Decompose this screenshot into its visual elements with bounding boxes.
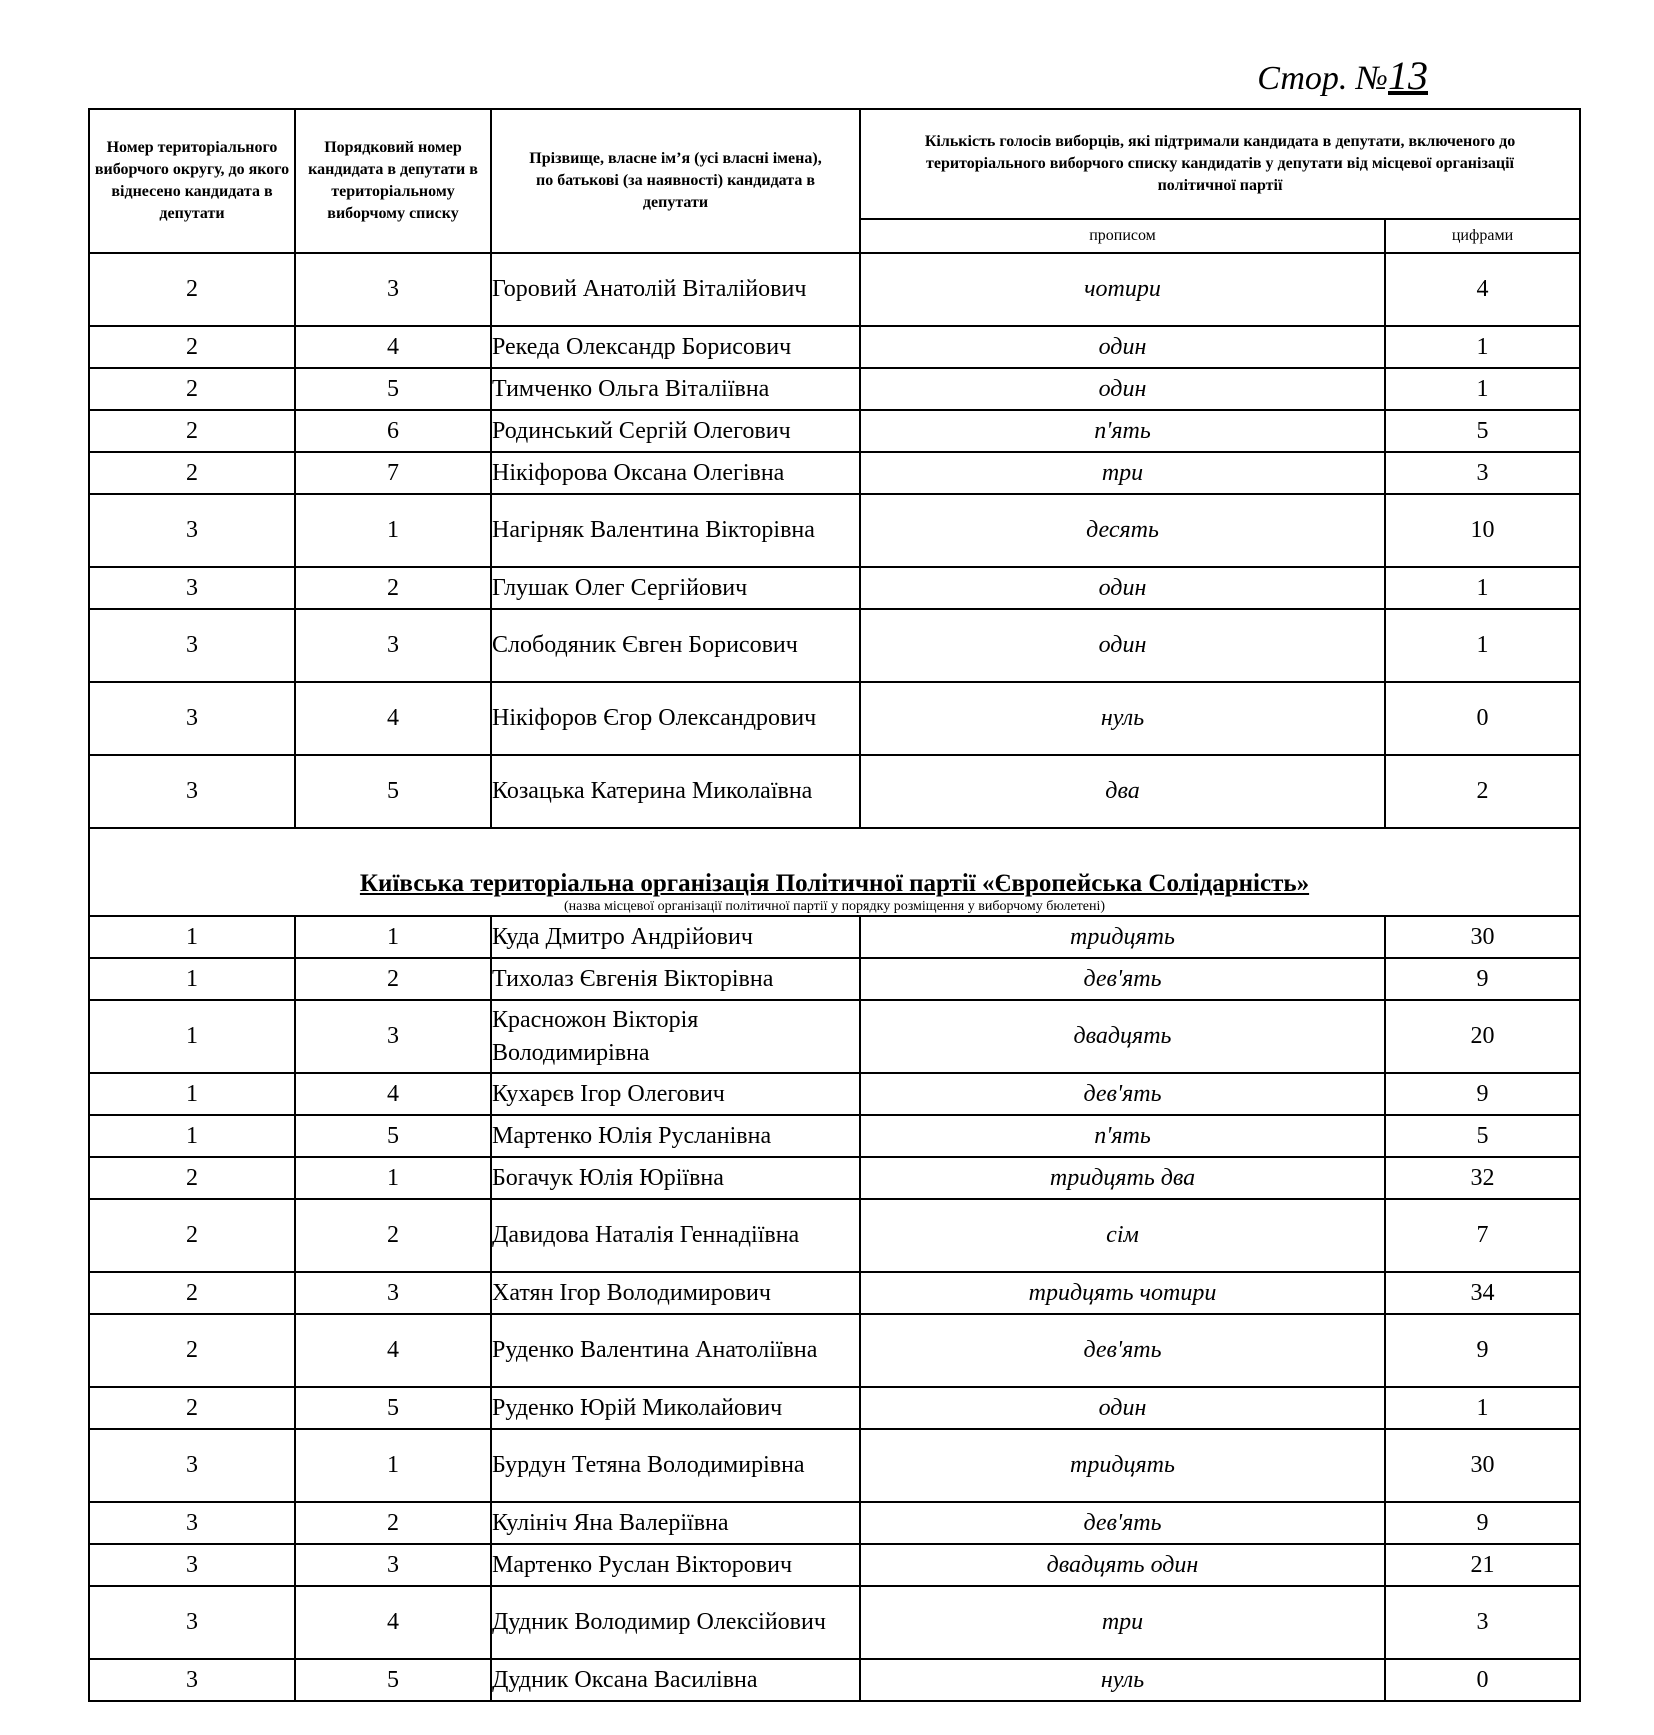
candidate-name-cell: Дудник Володимир Олексійович bbox=[491, 1586, 860, 1659]
district-cell: 2 bbox=[89, 410, 295, 452]
table-row bbox=[89, 1314, 1580, 1387]
district-cell: 3 bbox=[89, 1502, 295, 1544]
votes-digits-cell: 30 bbox=[1385, 916, 1580, 958]
votes-digits-cell: 32 bbox=[1385, 1157, 1580, 1199]
section-header bbox=[89, 828, 1580, 916]
candidate-number-cell: 2 bbox=[295, 1199, 491, 1272]
votes-words-cell: чотири bbox=[860, 253, 1385, 326]
header-votes: Кількість голосів виборців, які підтримали кандидата в депутати, включеного до територіального виборчого списку кандидатів у депутати від місцевої організації політичної партії bbox=[860, 109, 1580, 219]
candidate-number-cell: 3 bbox=[295, 1000, 491, 1073]
votes-words-cell: тридцять bbox=[860, 1429, 1385, 1502]
table-row bbox=[89, 452, 1580, 494]
votes-digits-cell: 3 bbox=[1385, 452, 1580, 494]
candidate-name-cell: Бурдун Тетяна Володимирівна bbox=[491, 1429, 860, 1502]
votes-digits-cell: 34 bbox=[1385, 1272, 1580, 1314]
table-row bbox=[89, 916, 1580, 958]
table-row bbox=[89, 253, 1580, 326]
votes-words-cell: нуль bbox=[860, 682, 1385, 755]
votes-words-cell: три bbox=[860, 1586, 1385, 1659]
table-row bbox=[89, 958, 1580, 1000]
table-row bbox=[89, 1073, 1580, 1115]
candidate-name-cell: Руденко Валентина Анатоліївна bbox=[491, 1314, 860, 1387]
district-cell: 3 bbox=[89, 494, 295, 567]
table-row bbox=[89, 326, 1580, 368]
votes-words-cell: три bbox=[860, 452, 1385, 494]
table-row bbox=[89, 1387, 1580, 1429]
district-cell: 3 bbox=[89, 567, 295, 609]
candidate-number-cell: 5 bbox=[295, 755, 491, 828]
candidate-number-cell: 3 bbox=[295, 609, 491, 682]
candidate-number-cell: 6 bbox=[295, 410, 491, 452]
candidate-name-cell: Кулініч Яна Валеріївна bbox=[491, 1502, 860, 1544]
district-cell: 2 bbox=[89, 368, 295, 410]
candidate-name-cell: Руденко Юрій Миколайович bbox=[491, 1387, 860, 1429]
candidate-number-cell: 3 bbox=[295, 1544, 491, 1586]
candidate-number-cell: 2 bbox=[295, 1502, 491, 1544]
votes-words-cell: п'ять bbox=[860, 410, 1385, 452]
candidate-number-cell: 4 bbox=[295, 682, 491, 755]
district-cell: 2 bbox=[89, 326, 295, 368]
votes-words-cell: десять bbox=[860, 494, 1385, 567]
votes-digits-cell: 3 bbox=[1385, 1586, 1580, 1659]
votes-words-cell: тридцять bbox=[860, 916, 1385, 958]
votes-digits-cell: 9 bbox=[1385, 958, 1580, 1000]
header-votes-digits: цифрами bbox=[1385, 219, 1580, 253]
section-title: Київська територіальна організація Політичної партії «Європейська Солідарність» bbox=[359, 870, 1310, 897]
candidate-number-cell: 3 bbox=[295, 1272, 491, 1314]
rows-after-section bbox=[89, 916, 1580, 1701]
votes-digits-cell: 1 bbox=[1385, 567, 1580, 609]
candidate-number-cell: 2 bbox=[295, 567, 491, 609]
votes-digits-cell: 9 bbox=[1385, 1073, 1580, 1115]
candidate-name-cell: Тихолаз Євгенія Вікторівна bbox=[491, 958, 860, 1000]
votes-digits-cell: 21 bbox=[1385, 1544, 1580, 1586]
district-cell: 3 bbox=[89, 682, 295, 755]
votes-digits-cell: 1 bbox=[1385, 1387, 1580, 1429]
votes-digits-cell: 30 bbox=[1385, 1429, 1580, 1502]
candidate-name-cell: Нікіфоров Єгор Олександрович bbox=[491, 682, 860, 755]
candidate-number-cell: 1 bbox=[295, 494, 491, 567]
votes-words-cell: тридцять чотири bbox=[860, 1272, 1385, 1314]
votes-words-cell: один bbox=[860, 609, 1385, 682]
votes-words-cell: дев'ять bbox=[860, 1314, 1385, 1387]
candidate-number-cell: 5 bbox=[295, 1115, 491, 1157]
candidate-name-cell: Нагірняк Валентина Вікторівна bbox=[491, 494, 860, 567]
votes-words-cell: тридцять два bbox=[860, 1157, 1385, 1199]
header-votes-words: прописом bbox=[860, 219, 1385, 253]
district-cell: 1 bbox=[89, 958, 295, 1000]
votes-words-cell: один bbox=[860, 368, 1385, 410]
candidate-number-cell: 5 bbox=[295, 368, 491, 410]
votes-digits-cell: 1 bbox=[1385, 368, 1580, 410]
votes-digits-cell: 5 bbox=[1385, 1115, 1580, 1157]
table-row bbox=[89, 1272, 1580, 1314]
candidate-name-cell: Дудник Оксана Василівна bbox=[491, 1659, 860, 1701]
results-table bbox=[88, 108, 1581, 1702]
votes-digits-cell: 9 bbox=[1385, 1314, 1580, 1387]
votes-words-cell: п'ять bbox=[860, 1115, 1385, 1157]
votes-words-cell: один bbox=[860, 326, 1385, 368]
page-number-value: 13 bbox=[1388, 53, 1428, 98]
table-row bbox=[89, 1586, 1580, 1659]
candidate-name-cell: Кухарєв Ігор Олегович bbox=[491, 1073, 860, 1115]
rows-before-section bbox=[89, 253, 1580, 828]
votes-words-cell: один bbox=[860, 567, 1385, 609]
candidate-number-cell: 1 bbox=[295, 1157, 491, 1199]
votes-digits-cell: 9 bbox=[1385, 1502, 1580, 1544]
district-cell: 2 bbox=[89, 1314, 295, 1387]
district-cell: 3 bbox=[89, 1659, 295, 1701]
votes-words-cell: дев'ять bbox=[860, 1073, 1385, 1115]
candidate-name-cell: Слободяник Євген Борисович bbox=[491, 609, 860, 682]
candidate-number-cell: 4 bbox=[295, 1314, 491, 1387]
table-row bbox=[89, 1502, 1580, 1544]
district-cell: 3 bbox=[89, 755, 295, 828]
district-cell: 3 bbox=[89, 609, 295, 682]
candidate-number-cell: 3 bbox=[295, 253, 491, 326]
votes-digits-cell: 0 bbox=[1385, 682, 1580, 755]
candidate-name-cell: Горовий Анатолій Віталійович bbox=[491, 253, 860, 326]
votes-words-cell: один bbox=[860, 1387, 1385, 1429]
candidate-number-cell: 1 bbox=[295, 1429, 491, 1502]
votes-words-cell: двадцять один bbox=[860, 1544, 1385, 1586]
votes-words-cell: двадцять bbox=[860, 1000, 1385, 1073]
candidate-number-cell: 5 bbox=[295, 1659, 491, 1701]
district-cell: 3 bbox=[89, 1544, 295, 1586]
candidate-name-cell: Глушак Олег Сергійович bbox=[491, 567, 860, 609]
header-district: Номер територіального виборчого округу, до якого віднесено кандидата в депутати bbox=[89, 109, 295, 253]
header-candidate-number: Порядковий номер кандидата в депутати в територіальному виборчому списку bbox=[295, 109, 491, 253]
candidate-name-cell: Давидова Наталія Геннадіївна bbox=[491, 1199, 860, 1272]
table-row bbox=[89, 1000, 1580, 1073]
header-candidate-name: Прізвище, власне ім’я (усі власні імена), по батькові (за наявності) кандидата в депутати bbox=[491, 109, 860, 253]
district-cell: 3 bbox=[89, 1586, 295, 1659]
district-cell: 1 bbox=[89, 916, 295, 958]
district-cell: 2 bbox=[89, 1272, 295, 1314]
candidate-name-cell: Куда Дмитро Андрійович bbox=[491, 916, 860, 958]
candidate-name-cell: Тимченко Ольга Віталіївна bbox=[491, 368, 860, 410]
district-cell: 2 bbox=[89, 1199, 295, 1272]
candidate-name-cell: Рекеда Олександр Борисович bbox=[491, 326, 860, 368]
candidate-number-cell: 4 bbox=[295, 326, 491, 368]
candidate-number-cell: 4 bbox=[295, 1586, 491, 1659]
votes-words-cell: два bbox=[860, 755, 1385, 828]
table-row bbox=[89, 410, 1580, 452]
district-cell: 2 bbox=[89, 1157, 295, 1199]
table-row bbox=[89, 1115, 1580, 1157]
votes-words-cell: нуль bbox=[860, 1659, 1385, 1701]
candidate-name-cell: Родинський Сергій Олегович bbox=[491, 410, 860, 452]
page-number bbox=[1257, 52, 1428, 99]
district-cell: 1 bbox=[89, 1073, 295, 1115]
candidate-name-cell: Мартенко Юлія Русланівна bbox=[491, 1115, 860, 1157]
votes-digits-cell: 1 bbox=[1385, 326, 1580, 368]
district-cell: 2 bbox=[89, 1387, 295, 1429]
votes-words-cell: сім bbox=[860, 1199, 1385, 1272]
votes-digits-cell: 4 bbox=[1385, 253, 1580, 326]
section-row-group bbox=[89, 828, 1580, 916]
table-row bbox=[89, 609, 1580, 682]
district-cell: 2 bbox=[89, 253, 295, 326]
table-row bbox=[89, 1659, 1580, 1701]
candidate-number-cell: 5 bbox=[295, 1387, 491, 1429]
page-number-prefix: Стор. № bbox=[1257, 60, 1388, 97]
votes-digits-cell: 0 bbox=[1385, 1659, 1580, 1701]
candidate-name-cell: Мартенко Руслан Вікторович bbox=[491, 1544, 860, 1586]
votes-digits-cell: 10 bbox=[1385, 494, 1580, 567]
votes-words-cell: дев'ять bbox=[860, 958, 1385, 1000]
table-row bbox=[89, 1429, 1580, 1502]
candidate-name-cell: Хатян Ігор Володимирович bbox=[491, 1272, 860, 1314]
votes-words-cell: дев'ять bbox=[860, 1502, 1385, 1544]
votes-digits-cell: 1 bbox=[1385, 609, 1580, 682]
candidate-name-cell: Красножон Вікторія Володимирівна bbox=[491, 1000, 860, 1073]
table-row bbox=[89, 755, 1580, 828]
table-row bbox=[89, 1157, 1580, 1199]
district-cell: 1 bbox=[89, 1115, 295, 1157]
candidate-name-cell: Нікіфорова Оксана Олегівна bbox=[491, 452, 860, 494]
section-caption: (назва місцевої організації політичної партії у порядку розміщення у виборчому бюлетені) bbox=[563, 899, 1106, 914]
votes-digits-cell: 2 bbox=[1385, 755, 1580, 828]
district-cell: 2 bbox=[89, 452, 295, 494]
district-cell: 3 bbox=[89, 1429, 295, 1502]
table-row bbox=[89, 368, 1580, 410]
table-row bbox=[89, 567, 1580, 609]
district-cell: 1 bbox=[89, 1000, 295, 1073]
votes-digits-cell: 5 bbox=[1385, 410, 1580, 452]
table-row bbox=[89, 1544, 1580, 1586]
table-row bbox=[89, 494, 1580, 567]
candidate-name-cell: Богачук Юлія Юріївна bbox=[491, 1157, 860, 1199]
table-row bbox=[89, 1199, 1580, 1272]
candidate-number-cell: 4 bbox=[295, 1073, 491, 1115]
candidate-name-cell: Козацька Катерина Миколаївна bbox=[491, 755, 860, 828]
table-row bbox=[89, 682, 1580, 755]
candidate-number-cell: 1 bbox=[295, 916, 491, 958]
candidate-number-cell: 2 bbox=[295, 958, 491, 1000]
candidate-number-cell: 7 bbox=[295, 452, 491, 494]
votes-digits-cell: 20 bbox=[1385, 1000, 1580, 1073]
votes-digits-cell: 7 bbox=[1385, 1199, 1580, 1272]
